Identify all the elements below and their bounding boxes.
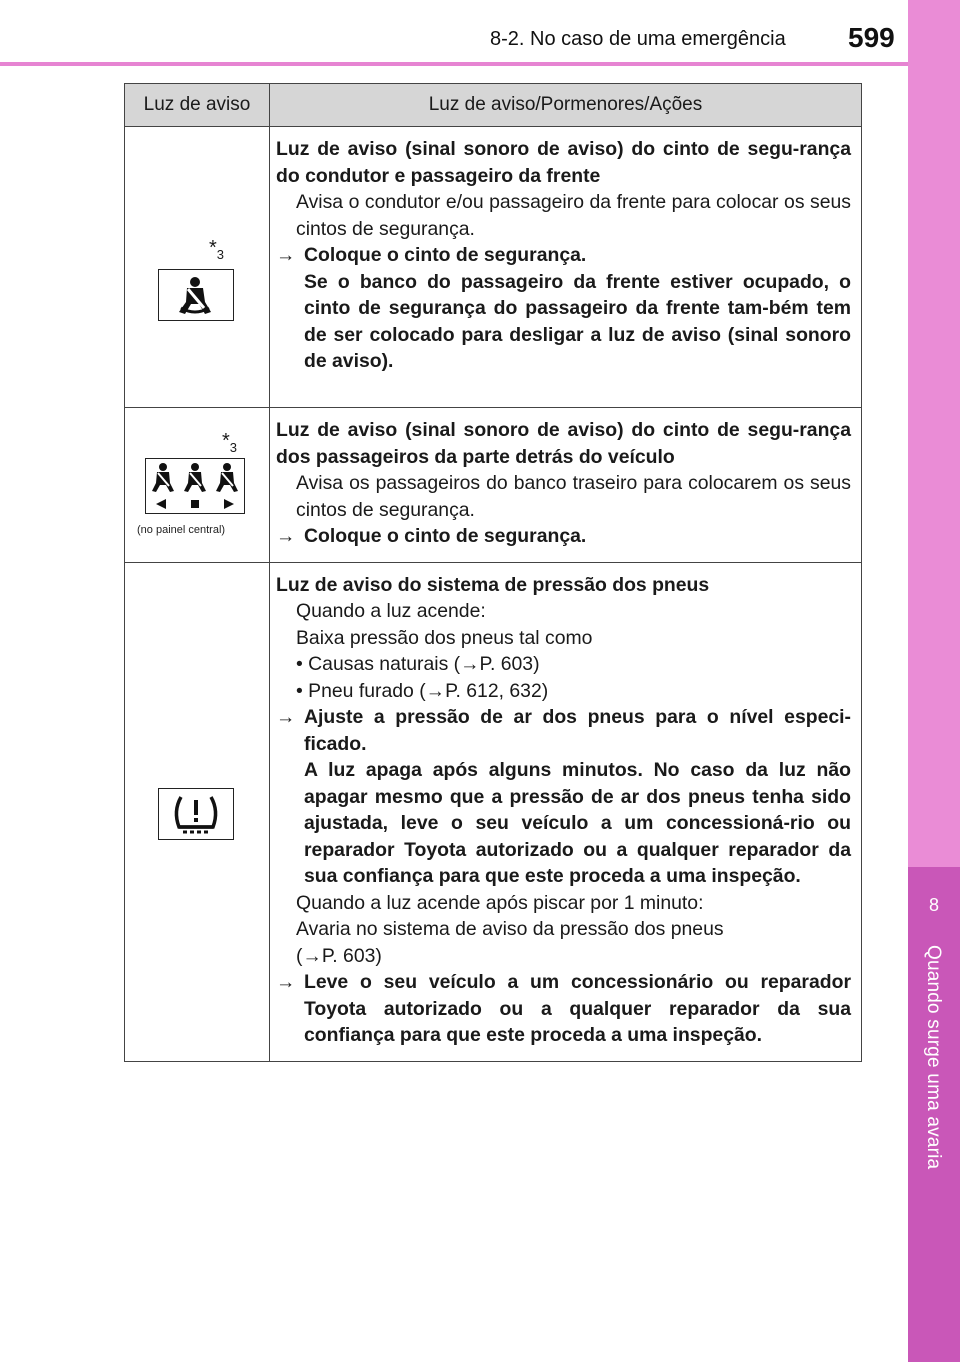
action-item	[276, 969, 851, 1049]
icon-caption: (no painel central)	[137, 524, 226, 536]
page-number: 599	[848, 22, 895, 53]
seatbelt-warning-icon	[158, 269, 234, 321]
action-detail: Se o banco do passageiro da frente estiver ocupado, o cinto de segurança do passageiro da frente tam-bém tem de ser colocado para desligar a luz de aviso (sinal sonoro de aviso).	[304, 270, 851, 372]
warning-title: Luz de aviso (sinal sonoro de aviso) do cinto de segu-rança do condutor e passageiro da frente	[276, 138, 851, 187]
details-cell	[270, 127, 862, 408]
list-item: • Causas naturais (→P. 603)	[296, 653, 540, 675]
arrow-icon: →	[276, 971, 296, 993]
warning-description: Avisa os passageiros do banco traseiro para colocarem os seus cintos de segurança.	[296, 472, 851, 521]
details-cell	[270, 408, 862, 563]
action-item	[276, 704, 851, 757]
action-detail: A luz apaga após alguns minutos. No caso da luz não apagar mesmo que a pressão de ar dos pneus tenha sido ajustada, leve o seu veículo a um concessioná-rio ou reparador Toyota autorizado ou a qualquer reparador da sua confiança para que este proceda a uma inspeção.	[304, 759, 851, 887]
warning-description: Avisa o condutor e/ou passageiro da frente para colocar os seus cintos de segurança.	[296, 191, 851, 240]
warning-title: Luz de aviso (sinal sonoro de aviso) do cinto de segu-rança dos passageiros da parte detrás do veículo	[276, 419, 851, 468]
details-cell	[270, 562, 862, 1061]
arrow-icon: →	[276, 525, 296, 547]
condition-text: Quando a luz acende após piscar por 1 minuto:	[296, 891, 704, 914]
condition-text: Avaria no sistema de aviso da pressão dos pneus	[296, 918, 724, 940]
action-item	[276, 242, 851, 269]
table-header-row	[125, 84, 862, 127]
warning-light-cell	[125, 562, 270, 1061]
chapter-title: Quando surge uma avaria	[923, 945, 944, 1170]
column-header-warning-light: Luz de aviso	[125, 84, 270, 127]
action-text: Coloque o cinto de segurança.	[304, 244, 587, 266]
list-item: • Pneu furado (→P. 612, 632)	[296, 679, 549, 702]
footnote-mark: $*_3$	[222, 430, 238, 455]
condition-text: Baixa pressão dos pneus tal como	[296, 626, 593, 649]
action-text: Coloque o cinto de segurança.	[304, 525, 587, 547]
tire-pressure-warning-icon	[158, 788, 234, 840]
arrow-icon: →	[276, 244, 296, 266]
warning-light-cell	[125, 408, 270, 563]
warning-title: Luz de aviso do sistema de pressão dos pneus	[276, 573, 710, 596]
table-row	[125, 562, 862, 1061]
warning-light-cell	[125, 127, 270, 408]
page-reference: (→P. 603)	[296, 944, 382, 967]
warning-light-table	[124, 83, 862, 1062]
condition-text: Quando a luz acende:	[296, 600, 486, 622]
footnote-mark: $*_3$	[209, 237, 225, 262]
header-rule	[0, 62, 908, 66]
rear-seatbelt-warning-icon	[145, 458, 245, 514]
action-text: Ajuste a pressão de ar dos pneus para o nível especi-ficado.	[304, 706, 851, 755]
action-text: Leve o seu veículo a um concessionário ou reparador Toyota autorizado ou a qualquer reparador da sua confiança para que este proceda a uma inspeção.	[304, 971, 851, 1046]
chapter-number: 8	[928, 895, 939, 915]
arrow-icon: →	[276, 706, 296, 728]
table-row	[125, 408, 862, 563]
column-header-details: Luz de aviso/Pormenores/Ações	[270, 84, 862, 127]
section-title: 8-2. No caso de uma emergência	[490, 28, 786, 50]
action-item	[276, 523, 851, 550]
table-row	[125, 127, 862, 408]
